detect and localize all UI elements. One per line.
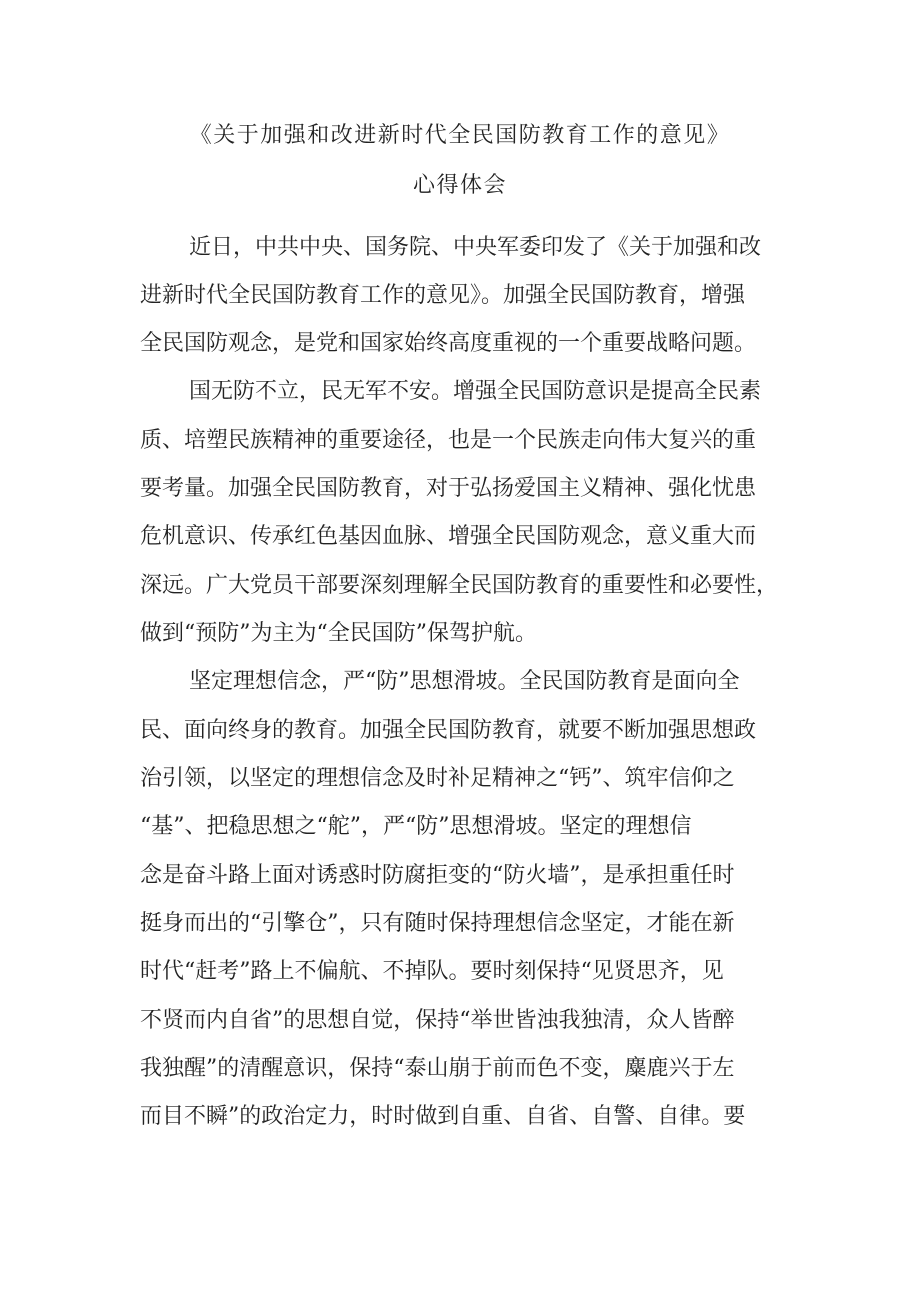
paragraph-3-line-6: 挺身而出的“引擎仓”，只有随时保持理想信念坚定，才能在新 (140, 911, 735, 936)
paragraph-3-line-1: 坚定理想信念，严“防”思想滑坡。全民国防教育是面向全 (189, 669, 740, 694)
paragraph-1-line-3: 全民国防观念，是党和国家始终高度重视的一个重要战略问题。 (140, 331, 757, 356)
paragraph-3-line-4: “基”、把稳思想之“舵”，严“防”思想滑坡。坚定的理想信 (140, 814, 692, 839)
paragraph-3-line-8: 不贤而内自省”的思想自觉，保持“举世皆浊我独清，众人皆醉 (140, 1008, 735, 1033)
paragraph-1-line-2: 进新时代全民国防教育工作的意见》。加强全民国防教育，增强 (140, 283, 746, 308)
document-subtitle: 心得体会 (412, 173, 507, 198)
paragraph-3-line-5: 念是奋斗路上面对诱惑时防腐拒变的“防火墙”，是承担重任时 (140, 863, 735, 888)
paragraph-2-line-2: 质、培塑民族精神的重要途径，也是一个民族走向伟大复兴的重 (140, 428, 757, 453)
paragraph-3-line-10: 而目不瞬”的政治定力，时时做到自重、自省、自警、自律。要 (140, 1104, 746, 1129)
paragraph-3-line-9: 我独醒”的清醒意识，保持“泰山崩于前而色不变，麋鹿兴于左 (140, 1056, 735, 1081)
paragraph-2-line-3: 要考量。加强全民国防教育，对于弘扬爱国主义精神、强化忧患 (140, 476, 757, 501)
paragraph-3-line-7: 时代“赶考”路上不偏航、不掉队。要时刻保持“见贤思齐，见 (140, 959, 724, 984)
paragraph-2-line-6: 做到“预防”为主为“全民国防”保驾护航。 (140, 621, 537, 646)
document-title: 《关于加强和改进新时代全民国防教育工作的意见》 (189, 123, 731, 148)
paragraph-3-line-3: 治引领，以坚定的理想信念及时补足精神之“钙”、筑牢信仰之 (140, 766, 735, 791)
paragraph-1-line-1: 近日，中共中央、国务院、中央军委印发了《关于加强和改 (189, 235, 762, 260)
paragraph-3-line-2: 民、面向终身的教育。加强全民国防教育，就要不断加强思想政 (140, 718, 757, 743)
paragraph-2-line-5: 深远。广大党员干部要深刻理解全民国防教育的重要性和必要性， (140, 573, 779, 598)
paragraph-2-line-4: 危机意识、传承红色基因血脉、增强全民国防观念，意义重大而 (140, 524, 757, 549)
paragraph-2-line-1: 国无防不立，民无军不安。增强全民国防意识是提高全民素 (189, 379, 762, 404)
